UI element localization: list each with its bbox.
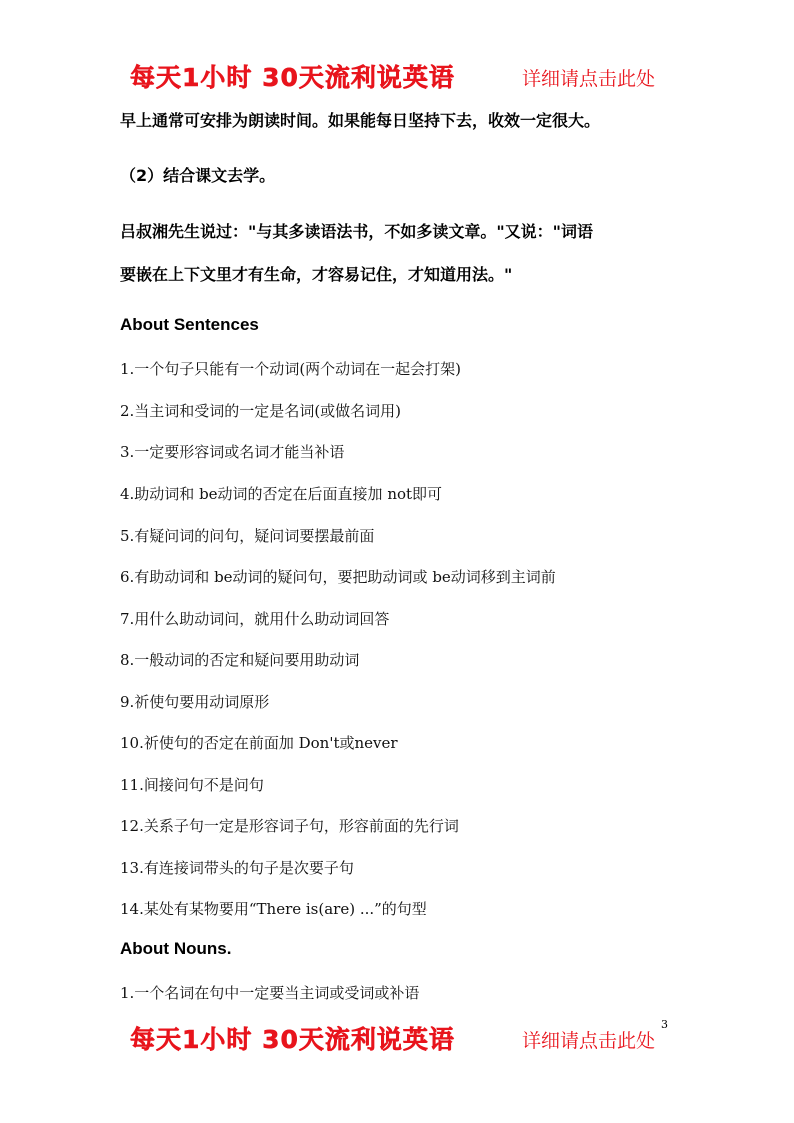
list-item: 14.某处有某物要用“There is(are) ...”的句型 (120, 900, 427, 918)
list-item: 11.间接问句不是问句 (120, 776, 264, 794)
page-number: 3 (661, 1018, 668, 1031)
list-item: 3.一定要形容词或名词才能当补语 (120, 443, 345, 461)
list-item: 1.一个名词在句中一定要当主词或受词或补语 (120, 984, 420, 1002)
list-item: 5.有疑问词的问句，疑问词要摆最前面 (120, 527, 375, 545)
banner-details-link[interactable]: 详细请点击此处 (522, 68, 656, 90)
sentences-heading: About Sentences (120, 315, 259, 334)
quote-line-2: 要嵌在上下文里才有生命，才容易记住，才知道用法。" (120, 265, 513, 284)
intro-line-2: （2）结合课文去学。 (120, 166, 276, 185)
list-item: 9.祈使句要用动词原形 (120, 693, 270, 711)
list-item: 13.有连接词带头的句子是次要子句 (120, 859, 354, 877)
list-item: 2.当主词和受词的一定是名词(或做名词用) (120, 402, 402, 420)
list-item: 6.有助动词和 be动词的疑问句，要把助动词或 be动词移到主词前 (120, 568, 556, 586)
nouns-heading: About Nouns. (120, 939, 232, 958)
list-item: 1.一个句子只能有一个动词(两个动词在一起会打架) (120, 360, 462, 378)
quote-line-1: 吕叔湘先生说过："与其多读语法书，不如多读文章。"又说："词语 (120, 222, 594, 241)
banner-title[interactable]: 每天1小时 30天流利说英语 (130, 63, 455, 92)
list-item: 4.助动词和 be动词的否定在后面直接加 not即可 (120, 485, 443, 503)
list-item: 10.祈使句的否定在前面加 Don't或never (120, 734, 398, 752)
list-item: 8.一般动词的否定和疑问要用助动词 (120, 651, 360, 669)
intro-line-1: 早上通常可安排为朗读时间。如果能每日坚持下去，收效一定很大。 (120, 111, 601, 130)
banner-title[interactable]: 每天1小时 30天流利说英语 (130, 1025, 455, 1054)
list-item: 12.关系子句一定是形容词子句，形容前面的先行词 (120, 817, 459, 835)
bottom-banner[interactable] (120, 1018, 680, 1058)
top-banner[interactable] (120, 56, 680, 96)
list-item: 7.用什么助动词问，就用什么助动词回答 (120, 610, 390, 628)
banner-details-link[interactable]: 详细请点击此处 (522, 1030, 656, 1052)
